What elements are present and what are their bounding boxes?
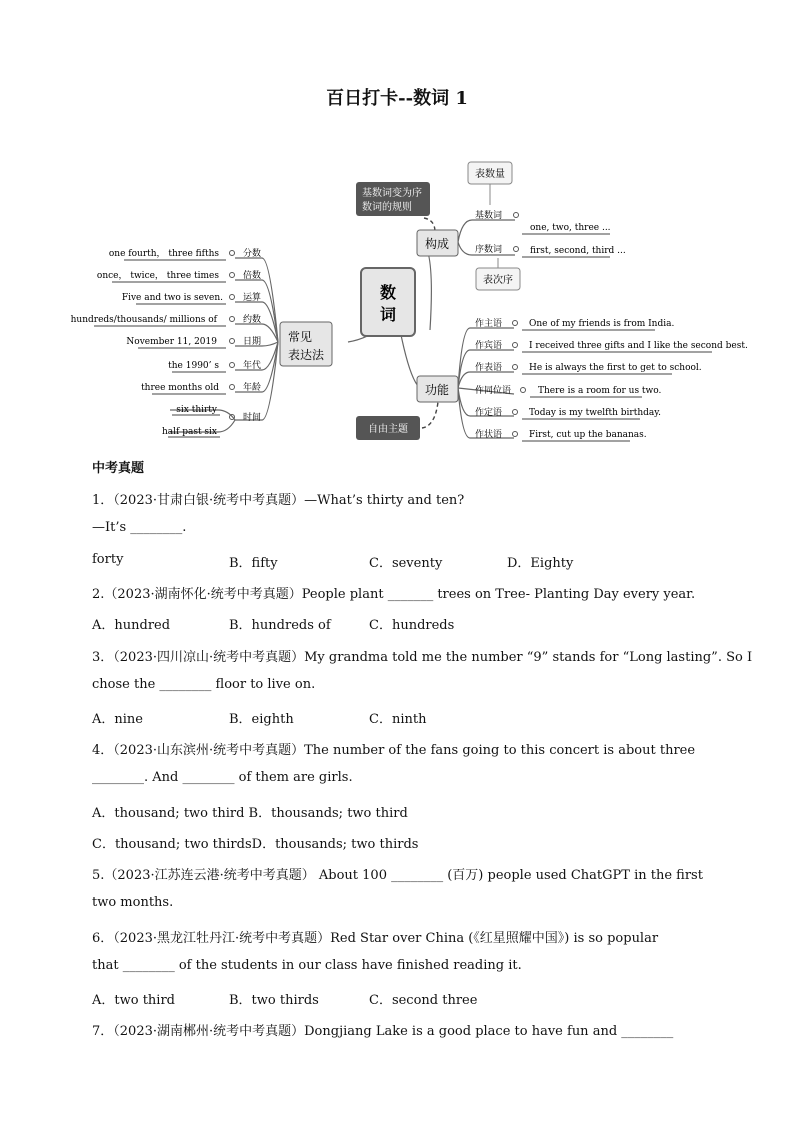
q2-option-b: B．hundreds of xyxy=(229,618,331,633)
mind-map xyxy=(70,150,748,450)
q1-option-d: D．Eighty xyxy=(507,556,574,571)
q3-option-c: C．ninth xyxy=(369,712,427,727)
question-3: 3．（2023·四川凉山·统考中考真题）My grandma told me the number “9” stands for “Long lasting”. So I xyxy=(92,650,753,665)
func-example-1: One of my friends is from India. xyxy=(529,319,675,329)
question-7: 7．（2023·湖南郴州·统考中考真题）Dongjiang Lake is a good place to have fun and ________ xyxy=(92,1024,674,1039)
expr-example-6: the 1990’ s xyxy=(168,361,219,371)
branch-expr-1: 常见 xyxy=(288,330,313,344)
question-5-line-2: two months. xyxy=(92,895,174,910)
expr-example-2: once， twice， three times xyxy=(96,271,219,281)
question-4: 4．（2023·山东滨州·统考中考真题）The number of the fans going to this concert is about three xyxy=(92,743,696,758)
question-4-line-2: ________. And ________ of them are girls. xyxy=(92,770,353,785)
section-heading: 中考真题 xyxy=(92,461,145,476)
tag-quantity: 表数量 xyxy=(475,169,505,180)
q1-option-a: forty xyxy=(92,552,124,567)
q4-options-cd: C．thousand; two thirdsD．thousands; two thirds xyxy=(92,837,419,852)
expr-label-1: 分数 xyxy=(243,249,262,259)
expr-example-1: one fourth， three fifths xyxy=(108,249,219,259)
q1-option-b: B．fifty xyxy=(229,556,278,571)
question-2: 2.（2023·湖南怀化·统考中考真题）People plant _______ trees on Tree- Planting Day every year. xyxy=(92,587,696,602)
func-label-6: 作状语 xyxy=(475,430,503,440)
form-example-1: one, two, three ... xyxy=(530,223,611,233)
branch-func: 功能 xyxy=(424,383,450,397)
func-example-6: First, cut up the bananas. xyxy=(529,430,647,440)
question-6: 6．（2023·黑龙江牡丹江·统考中考真题）Red Star over China (《红星照耀中国》) is so popular xyxy=(92,931,659,946)
center-char-1: 数 xyxy=(379,283,397,302)
form-label-1: 基数词 xyxy=(475,211,503,221)
q6-option-a: A．two third xyxy=(92,993,175,1008)
branch-expr-2: 表达法 xyxy=(288,348,325,362)
branch-form: 构成 xyxy=(424,237,450,251)
page-title: 百日打卡--数词 1 xyxy=(326,88,468,109)
form-label-2: 序数词 xyxy=(475,245,503,255)
q1-option-c: C．seventy xyxy=(369,556,443,571)
expr-label-5: 日期 xyxy=(243,337,262,347)
q6-option-c: C．second three xyxy=(369,993,478,1008)
expr-example-5: November 11, 2019 xyxy=(126,337,217,347)
expr-example-3: Five and two is seven. xyxy=(121,293,223,303)
func-label-3: 作表语 xyxy=(475,363,503,373)
center-char-2: 词 xyxy=(379,305,397,324)
connector-cardinal xyxy=(458,220,515,242)
expr-label-2: 倍数 xyxy=(243,271,262,281)
func-example-4: There is a room for us two. xyxy=(538,386,662,396)
expr-label-6: 年代 xyxy=(243,361,262,371)
func-label-5: 作定语 xyxy=(475,408,503,418)
callout-rule-1: 基数词变为序 xyxy=(362,188,422,199)
question-5: 5.（2023·江苏连云港·统考中考真题） About 100 ________ (百万) people used ChatGPT in the first xyxy=(92,868,703,883)
form-example-2: first, second, third ... xyxy=(530,246,626,256)
expr-label-8: 时间 xyxy=(243,413,262,423)
q6-option-b: B．two thirds xyxy=(229,993,319,1008)
callout-free: 自由主题 xyxy=(368,424,408,435)
func-label-1: 作主语 xyxy=(475,319,503,329)
q4-options-ab: A．thousand; two third B．thousands; two third xyxy=(92,806,408,821)
callout-rule-2: 数词的规则 xyxy=(362,202,412,213)
expr-label-7: 年龄 xyxy=(243,383,262,393)
question-3-line-2: chose the ________ floor to live on. xyxy=(92,677,316,692)
question-1-line-2: —It’s ________. xyxy=(92,520,187,535)
func-example-5: Today is my twelfth birthday. xyxy=(529,408,661,418)
func-example-3: He is always the first to get to school. xyxy=(529,363,702,373)
q2-option-c: C．hundreds xyxy=(369,618,455,633)
expr-label-4: 约数 xyxy=(243,315,262,325)
tag-order: 表次序 xyxy=(483,275,513,286)
func-example-2: I received three gifts and I like the second best. xyxy=(529,341,748,351)
question-6-line-2: that ________ of the students in our class have finished reading it. xyxy=(92,958,522,973)
expr-example-8a: six thirty xyxy=(176,405,217,415)
q3-option-b: B．eighth xyxy=(229,712,294,727)
func-label-4: 作同位语 xyxy=(475,386,512,396)
expr-label-3: 运算 xyxy=(243,293,262,303)
q3-option-a: A．nine xyxy=(92,712,143,727)
expr-example-8b: half past six xyxy=(161,427,217,437)
center-node xyxy=(361,268,415,336)
expr-example-4: hundreds/thousands/ millions of xyxy=(70,315,217,325)
expr-example-7: three months old xyxy=(141,383,219,393)
q2-option-a: A．hundred xyxy=(92,618,171,633)
func-label-2: 作宾语 xyxy=(475,341,503,351)
question-1: 1．（2023·甘肃白银·统考中考真题）—What’s thirty and ten? xyxy=(92,493,465,508)
